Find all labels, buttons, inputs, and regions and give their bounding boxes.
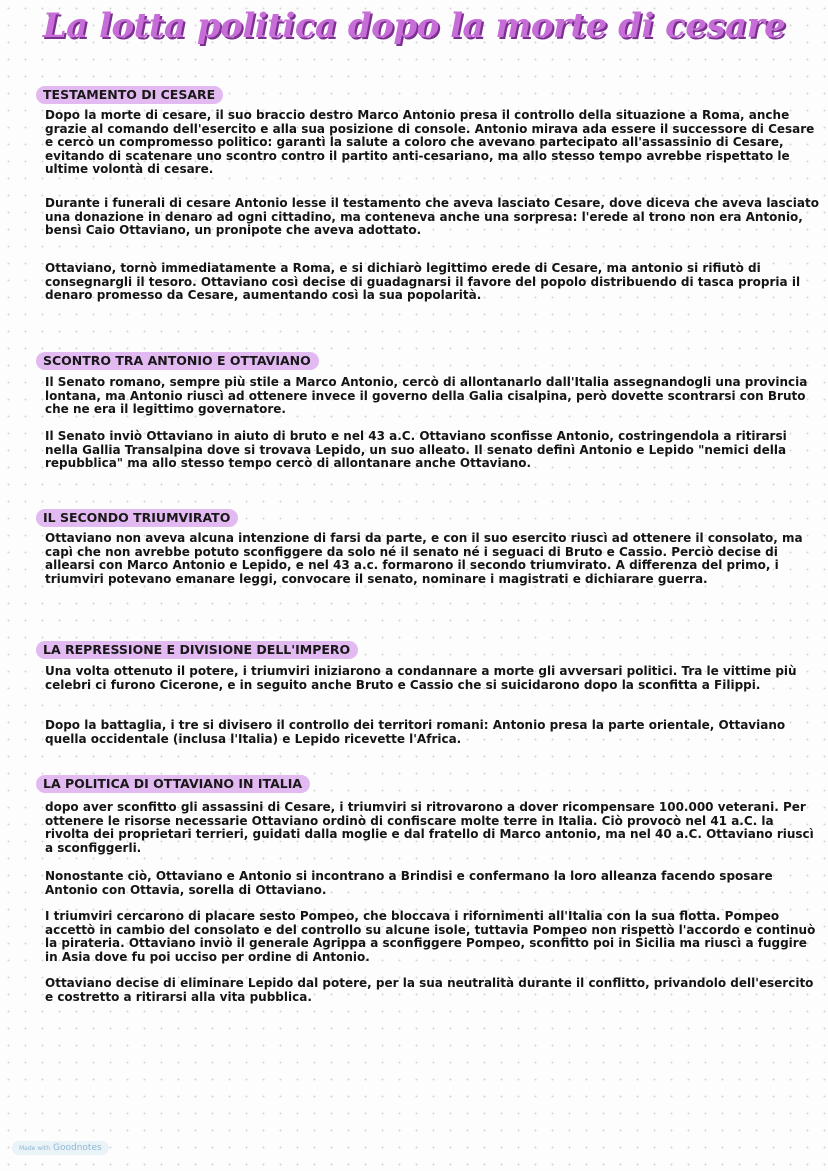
section-heading-scontro: SCONTRO TRA ANTONIO E OTTAVIANO <box>36 352 319 370</box>
page-title: La lotta politica dopo la morte di cesare <box>42 6 786 46</box>
paragraph: I triumviri cercarono di placare sesto Pompeo, che bloccava i rifornimenti all'Italia con la sua flotta. Pompeo accettò in cambio del consolato e del controllo su alcune isole, tuttavia Pompeo non rispettò l'accordo e continuò la pirateria. Ottaviano inviò il generale Agrippa a sconfiggere Pompeo, sconfitto poi in Sicilia ma riuscì a fuggire in Asia dove fu poi ucciso per ordine di Antonio. <box>45 909 816 964</box>
section-heading-triumvirato: IL SECONDO TRIUMVIRATO <box>36 509 238 527</box>
paragraph: dopo aver sconfitto gli assassini di Cesare, i triumviri si ritrovarono a dover ricompensare 100.000 veterani. Per ottenere le risorse necessarie Ottaviano ordinò di confiscare molte terre in Italia. Ciò provocò nel 41 a.C. la rivolta dei proprietari terrieri, guidati dalla moglie e dal fratello di Marco antonio, ma nel 40 a.C. Ottaviano riuscì a sconfiggerli. <box>45 800 814 855</box>
section-heading-repressione: LA REPRESSIONE E DIVISIONE DELL'IMPERO <box>36 641 358 659</box>
paragraph: Il Senato inviò Ottaviano in aiuto di bruto e nel 43 a.C. Ottaviano sconfisse Antonio, costringendola a ritirarsi nella Gallia Transalpina dove si trovava Lepido, un suo alleato. Il senato definì Antonio e Lepido "nemici della repubblica" ma allo stesso tempo cercò di allontanare anche Ottaviano. <box>45 429 787 470</box>
goodnotes-logo-text: Goodnotes <box>53 1143 102 1153</box>
paragraph: Dopo la morte di cesare, il suo braccio destro Marco Antonio presa il controllo della situazione a Roma, anche grazie al comando dell'esercito e alla sua posizione di console. Antonio mirava ada essere il successore di Cesare e cercò un compromesso politico: garantì la salute a coloro che avevano partecipato all'assassinio di Cesare, evitando di scatenare uno scontro contro il partito anti-cesariano, ma allo stesso tempo avrebbe rispettato le ultime volontà di cesare. <box>45 108 815 176</box>
paragraph: Una volta ottenuto il potere, i triumviri iniziarono a condannare a morte gli avversari politici. Tra le vittime più celebri ci furono Cicerone, e in seguito anche Bruto e Cassio che si suicidarono dopo la sconfitta a Filippi. <box>45 664 797 692</box>
paragraph: Nonostante ciò, Ottaviano e Antonio si incontrano a Brindisi e confermano la loro alleanza facendo sposare Antonio con Ottavia, sorella di Ottaviano. <box>45 869 773 897</box>
paragraph: Ottaviano decise di eliminare Lepido dal potere, per la sua neutralità durante il conflitto, privandolo dell'esercito e costretto a ritirarsi alla vita pubblica. <box>45 976 814 1004</box>
section-heading-politica: LA POLITICA DI OTTAVIANO IN ITALIA <box>36 775 310 793</box>
section-heading-testamento: TESTAMENTO DI CESARE <box>36 86 223 104</box>
made-with-label: Made with <box>19 1145 50 1152</box>
paragraph: Il Senato romano, sempre più stile a Marco Antonio, cercò di allontanarlo dall'Italia assegnandogli una provincia lontana, ma Antonio riuscì ad ottenere invece il governo della Galia cisalpina, però dovette scontrarsi con Bruto che ne era il legittimo governatore. <box>45 375 808 416</box>
paragraph: Dopo la battaglia, i tre si divisero il controllo dei territori romani: Antonio presa la parte orientale, Ottaviano quella occidentale (inclusa l'Italia) e Lepido ricevette l'Africa. <box>45 718 786 746</box>
paragraph: Durante i funerali di cesare Antonio lesse il testamento che aveva lasciato Cesare, dove diceva che aveva lasciato una donazione in denaro ad ogni cittadino, ma conteneva anche una sorpresa: l'erede al trono non era Antonio, bensì Caio Ottaviano, un pronipote che aveva adottato. <box>45 196 819 237</box>
paragraph: Ottaviano non aveva alcuna intenzione di farsi da parte, e con il suo esercito riuscì ad ottenere il consolato, ma capì che non avrebbe potuto sconfiggere da solo né il senato né i seguaci di Bruto e Cassio. Perciò decise di allearsi con Marco Antonio e Lepido, e nel 43 a.c. formarono il secondo triumvirato. A differenza del primo, i triumviri potevano emanare leggi, convocare il senato, nominare i magistrati e dichiarare guerra. <box>45 531 803 586</box>
paragraph: Ottaviano, tornò immediatamente a Roma, e si dichiarò legittimo erede di Cesare, ma antonio si rifiutò di consegnargli il tesoro. Ottaviano così decise di guadagnarsi il favore del popolo distribuendo di tasca propria il denaro promesso da Cesare, aumentando così la sua popolarità. <box>45 261 801 302</box>
made-with-goodnotes-badge <box>12 1141 109 1155</box>
